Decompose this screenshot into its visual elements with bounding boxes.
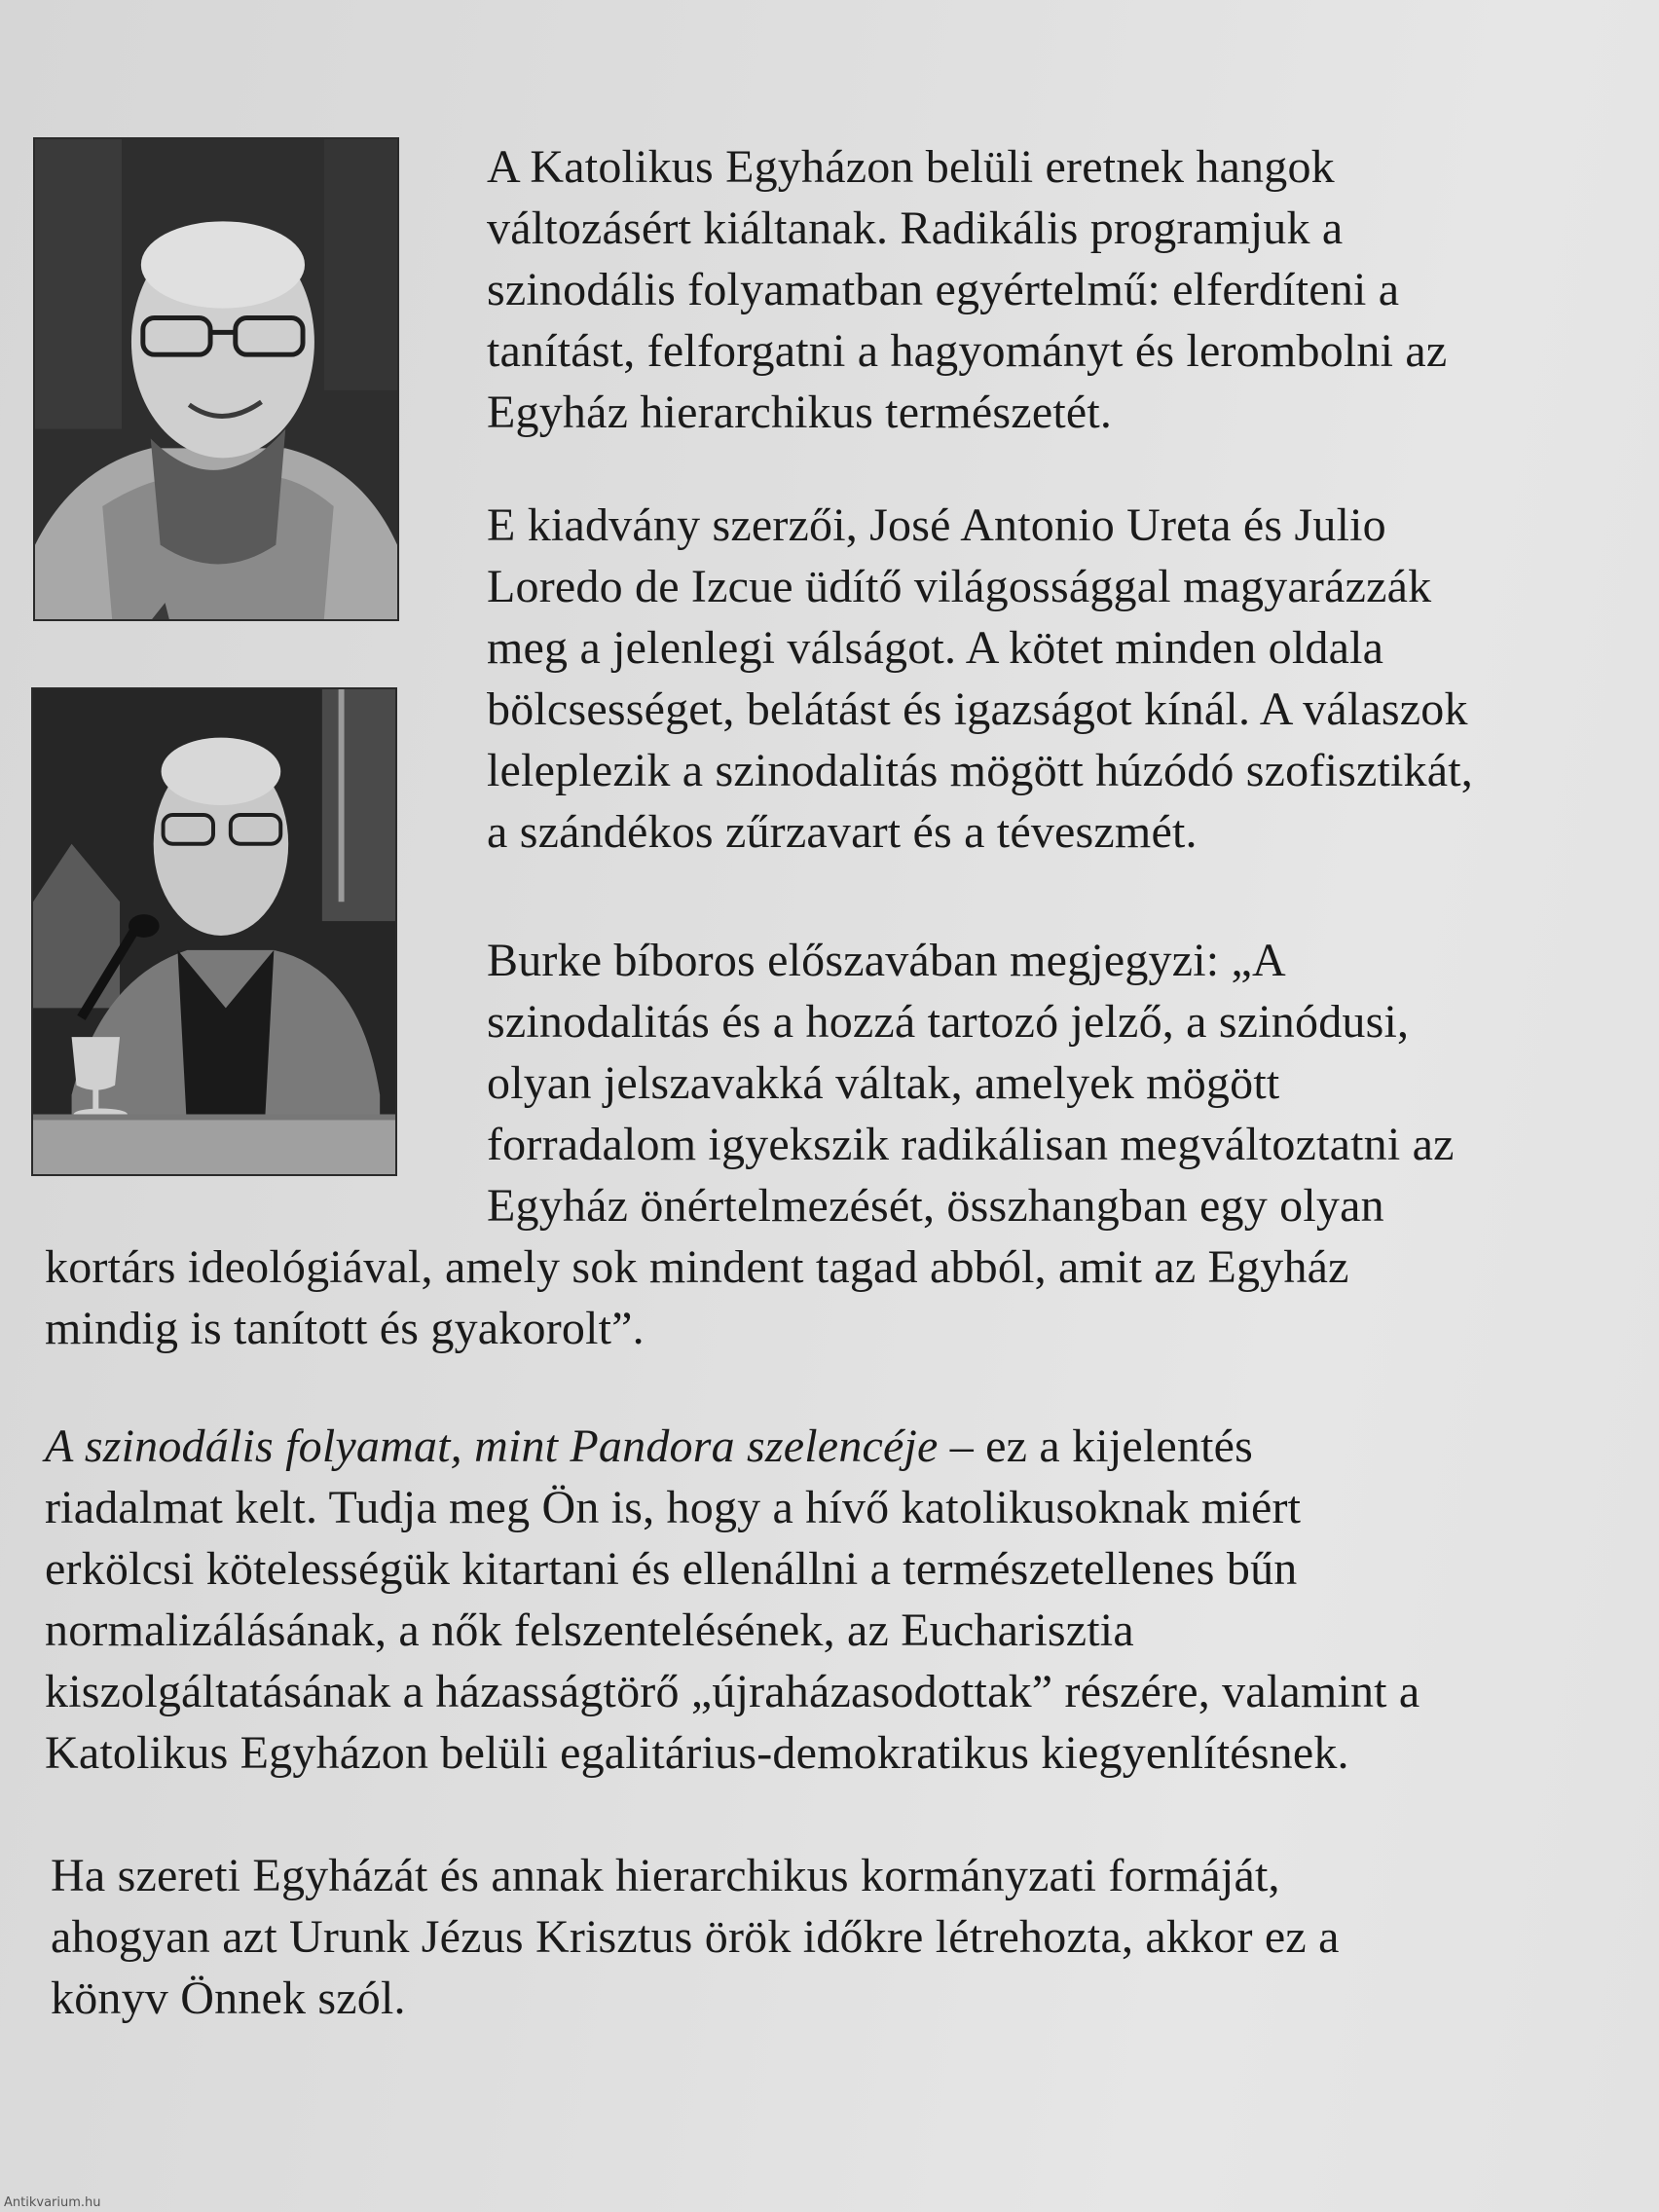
- book-title: A szinodális folyamat, mint Pandora szelencéje: [45, 1420, 939, 1472]
- watermark: Antikvarium.hu: [4, 2195, 101, 2210]
- text-fragment: – ez a kijelentés: [938, 1420, 1254, 1472]
- paragraph-intro: [487, 136, 1616, 443]
- text-line: könyv Önnek szól.: [51, 1972, 406, 2024]
- author-photo-top: [33, 137, 399, 621]
- text-line: Loredo de Izcue üdítő világossággal magyarázzák: [487, 561, 1432, 612]
- paragraph-pandora: [45, 1416, 1641, 1784]
- text-line: A Katolikus Egyházon belüli eretnek hangok: [487, 141, 1335, 193]
- text-line: forradalom igyekszik radikálisan megváltoztatni az: [487, 1119, 1455, 1170]
- text-line: [45, 1416, 1641, 1477]
- text-line: Burke bíboros előszavában megjegyzi: „A: [487, 935, 1286, 986]
- text-line: E kiadvány szerzői, José Antonio Ureta és Julio: [487, 499, 1386, 551]
- paragraph-burke-quote: [45, 930, 1622, 1359]
- text-line: Katolikus Egyházon belüli egalitárius-demokratikus kiegyenlítésnek.: [45, 1727, 1349, 1779]
- text-line: kortárs ideológiával, amely sok mindent tagad abból, amit az Egyház: [45, 1241, 1349, 1293]
- text-line: ahogyan azt Urunk Jézus Krisztus örök időkre létrehozta, akkor ez a: [51, 1911, 1340, 1963]
- text-line: Egyház önértelmezését, összhangban egy olyan: [487, 1180, 1384, 1232]
- text-line: erkölcsi kötelességük kitartani és ellenállni a természetellenes bűn: [45, 1543, 1298, 1595]
- text-line: leleplezik a szinodalitás mögött húzódó szofisztikát,: [487, 745, 1473, 796]
- text-line: olyan jelszavakká váltak, amelyek mögött: [487, 1057, 1280, 1109]
- text-line: meg a jelenlegi válságot. A kötet minden oldala: [487, 622, 1384, 674]
- text-line: mindig is tanított és gyakorolt”.: [45, 1303, 645, 1354]
- text-line: Ha szereti Egyházát és annak hierarchikus kormányzati formáját,: [51, 1850, 1280, 1901]
- text-line: kiszolgáltatásának a házasságtörő „újraházasodottak” részére, valamint a: [45, 1666, 1420, 1717]
- text-line: normalizálásának, a nők felszentelésének, az Eucharisztia: [45, 1604, 1134, 1656]
- portrait-smiling-man-icon: [35, 139, 397, 619]
- text-line: szinodális folyamatban egyértelmű: elferdíteni a: [487, 264, 1400, 315]
- text-line: változásért kiáltanak. Radikális programjuk a: [487, 203, 1344, 254]
- text-line: bölcsességet, belátást és igazságot kínál. A válaszok: [487, 683, 1468, 735]
- paragraph-authors: [487, 495, 1616, 863]
- paragraph-closing: [51, 1845, 1628, 2029]
- text-line: a szándékos zűrzavart és a téveszmét.: [487, 806, 1198, 858]
- text-line: szinodalitás és a hozzá tartozó jelző, a szinódusi,: [487, 996, 1410, 1048]
- text-line: tanítást, felforgatni a hagyományt és lerombolni az: [487, 325, 1448, 377]
- text-line: riadalmat kelt. Tudja meg Ön is, hogy a hívő katolikusoknak miért: [45, 1482, 1302, 1533]
- text-line: Egyház hierarchikus természetét.: [487, 387, 1113, 438]
